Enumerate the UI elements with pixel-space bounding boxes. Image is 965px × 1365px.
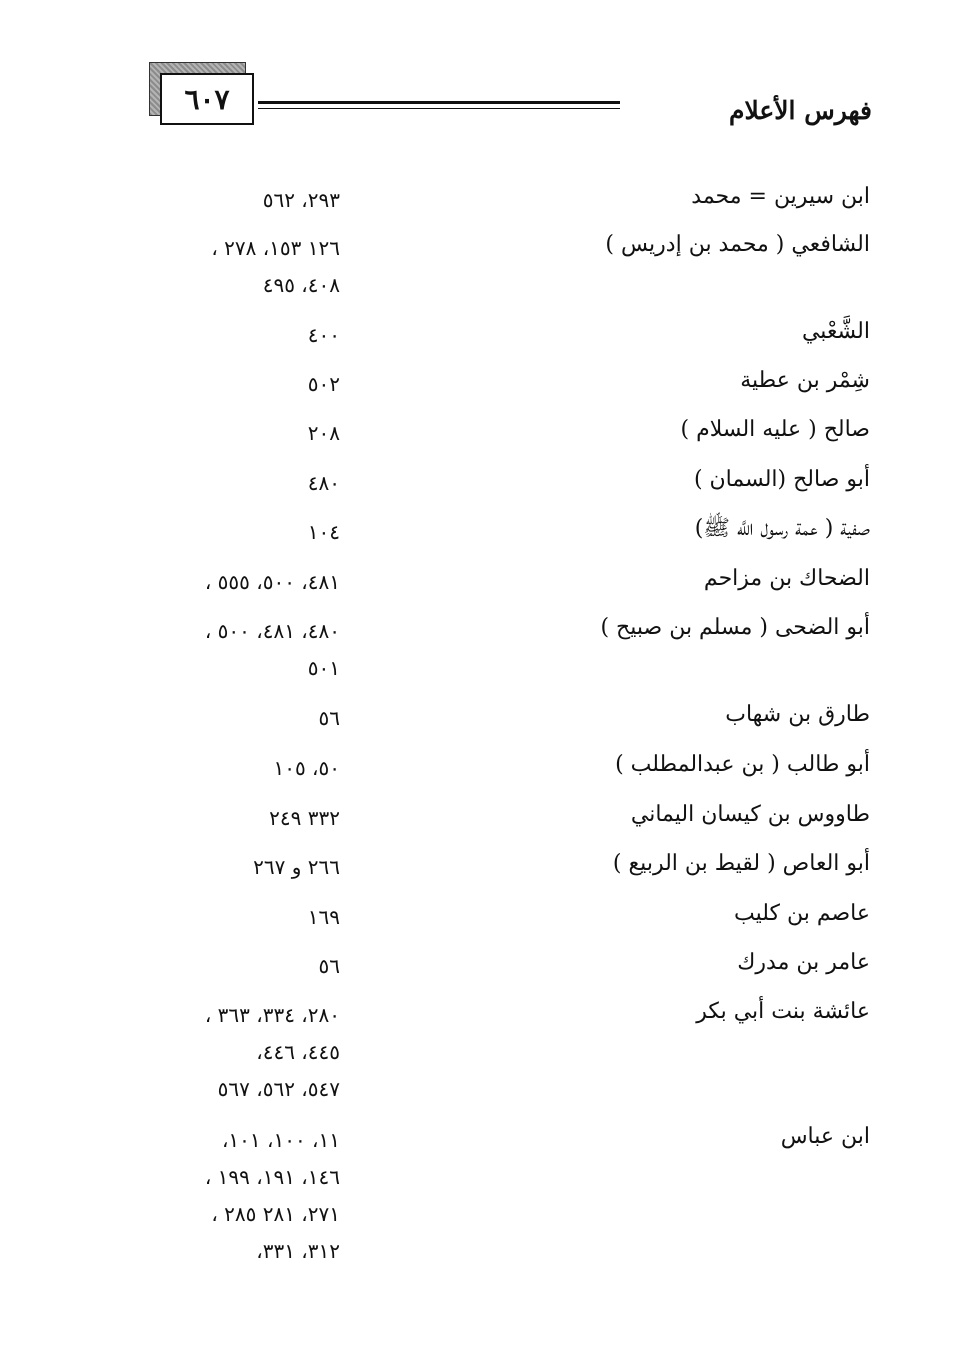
page-refs: ١٦٩ <box>307 905 340 929</box>
page-refs: ٤٨٠ <box>307 471 340 495</box>
entry-name: صفية ( عمة رسول اللَّه ﷺ) <box>694 516 870 541</box>
index-title: فهرس الأعلام <box>728 96 872 125</box>
entry-name: الشَّعْبي <box>801 319 870 344</box>
page-refs: ٥٤٧، ٥٦٢، ٥٦٧ <box>217 1077 340 1101</box>
entry-name: ابن عباس <box>780 1124 870 1149</box>
entry-name: عامر بن مدرك <box>737 950 870 975</box>
page-number: ٦٠٧ <box>184 82 230 116</box>
page-refs: ٥٠٢ <box>307 372 340 396</box>
entry-pages <box>253 849 340 886</box>
header-rule-thick <box>258 101 620 104</box>
entry-pages <box>205 997 340 1108</box>
entry-pages <box>308 899 340 936</box>
page-refs: ٢٩٣، ٥٦٢ <box>262 188 340 212</box>
entry-name: أبو الضحى ( مسلم بن صبيح ) <box>600 615 870 640</box>
entry-name: أبو طالب ( بن عبدالمطلب ) <box>615 752 870 777</box>
entry-pages <box>308 317 340 354</box>
entry-pages <box>205 564 340 601</box>
entry-pages <box>319 700 340 737</box>
page-refs: ٤٠٨، ٤٩٥ <box>262 273 340 297</box>
page-refs: ٣١٢، ٣٣١، <box>256 1239 340 1263</box>
page-refs: ٤٨١، ٥٠٠، ٥٥٥ ، <box>204 570 340 594</box>
page-refs: ٤٤٥، ٤٤٦، <box>256 1040 340 1064</box>
entry-name: طارق بن شهاب <box>725 702 870 727</box>
page-refs: ٢٦٦ و ٢٦٧ <box>253 855 340 879</box>
page-refs: ٢٧١، ٢٨١ ٢٨٥ ، <box>211 1202 340 1226</box>
page-refs: ١١، ١٠٠، ١٠١، <box>221 1128 340 1152</box>
entry-pages <box>308 514 340 551</box>
page-refs: ١٤٦، ١٩١، ١٩٩ ، <box>204 1165 340 1189</box>
entry-pages <box>205 1122 340 1270</box>
entry-name: شِمْر بن عطية <box>740 368 870 393</box>
entry-pages <box>273 750 340 787</box>
page-refs: ٤٨٠، ٤٨١، ٥٠٠ ، <box>204 619 340 643</box>
page-refs: ٥٠، ١٠٥ <box>273 756 340 780</box>
entry-name: أبو صالح (السمان ) <box>693 467 870 492</box>
entry-name: عاصم بن كليب <box>733 901 870 926</box>
entry-pages <box>319 948 340 985</box>
entry-pages <box>308 465 340 502</box>
page-refs: ٣٣٢ ٢٤٩ <box>269 806 340 830</box>
page-refs: ٢٨٠، ٣٣٤، ٣٦٣ ، <box>204 1003 340 1027</box>
entry-pages <box>308 415 340 452</box>
page-number-box <box>160 73 254 125</box>
entry-name: ابن سيرين = محمد <box>691 184 870 209</box>
page-refs: ١٢٦ ١٥٣، ٢٧٨ ، <box>211 236 340 260</box>
page-refs: ٤٠٠ <box>307 323 340 347</box>
page-refs: ٥٦ <box>318 706 340 730</box>
header-rule-thin <box>258 108 620 109</box>
entry-pages <box>308 366 340 403</box>
entry-name: الشافعي ( محمد بن إدريس ) <box>605 232 870 257</box>
page-refs: ٥٦ <box>318 954 340 978</box>
entry-pages <box>269 800 340 837</box>
entry-name: عائشة بنت أبي بكر <box>696 999 870 1024</box>
page-refs: ٢٠٨ <box>307 421 340 445</box>
page-refs: ٥٠١ <box>307 656 340 680</box>
entry-name: الضحاك بن مزاحم <box>703 566 870 591</box>
entry-pages <box>263 182 340 219</box>
entry-pages <box>205 613 340 687</box>
entry-pages <box>211 230 340 304</box>
entry-name: صالح ( عليه السلام ) <box>680 417 870 442</box>
page-refs: ١٠٤ <box>307 520 340 544</box>
entry-name: طاووس بن كيسان اليماني <box>630 802 870 827</box>
entry-name: أبو العاص ( لقيط بن الربيع ) <box>612 851 870 876</box>
